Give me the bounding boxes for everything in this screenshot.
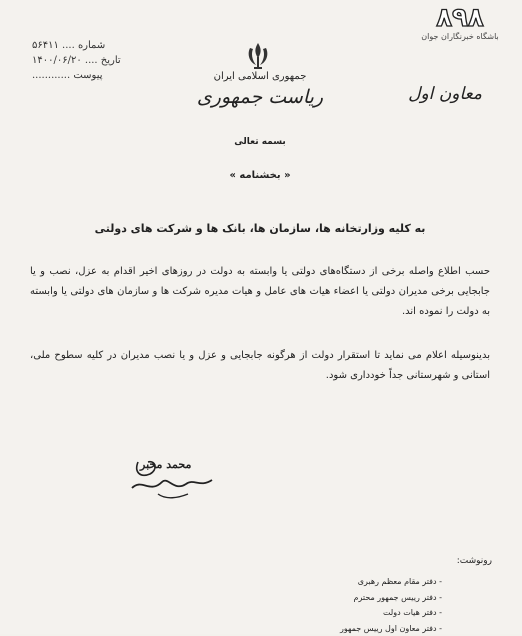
cc-item: - دفتر معاون اول رییس جمهور [282, 621, 442, 636]
handwritten-signature [128, 448, 218, 508]
iran-emblem-icon [242, 40, 274, 72]
reference-block [32, 38, 162, 83]
country-name: جمهوری اسلامی ایران [200, 71, 320, 82]
cc-item: - دفتر هیات دولت [282, 605, 442, 621]
signatory-name: محمد مخبر [140, 458, 191, 471]
reference-attachment: پیوست ............ [32, 68, 162, 83]
addressee-line: به کلیه وزارتخانه ها، سازمان ها، بانک ها و شرکت های دولتی [60, 222, 460, 235]
body-paragraph-1: حسب اطلاع واصله برخی از دستگاه‌های دولتی یا وابسته به دولت در روزهای اخیر اقدام به عزل، نصب و یا جابجایی برخی مدیران دولتی یا اعضاء هیات های عامل و هیات مدیره شرکت ها و سازمان های دولتی یا وابسته به دولت را نموده اند. [30, 262, 490, 322]
office-name: ریاست جمهوری [190, 86, 330, 108]
cc-list [282, 574, 442, 636]
cc-title: رونوشت: [457, 556, 492, 566]
watermark-digits: ٨٩٨ [404, 4, 516, 32]
reference-date: تاریخ .... ۱۴۰۰/۰۶/۲۰ [32, 53, 162, 68]
circular-label: « بخشنامه » [190, 170, 330, 181]
bismillah: بسمه تعالی [200, 137, 320, 147]
reference-number: شماره .... ۵۶۴۱۱ [32, 38, 162, 53]
watermark-caption: باشگاه خبرنگاران جوان [404, 32, 516, 42]
cc-item: - دفتر رییس جمهور محترم [282, 590, 442, 606]
watermark-logo [404, 4, 516, 42]
cc-item: - دفتر مقام معظم رهبری [282, 574, 442, 590]
body-paragraph-2: بدینوسیله اعلام می نماید تا استقرار دولت از هرگونه جابجایی و عزل و یا نصب مدیران در کلیه سطوح ملی، استانی و شهرستانی جداً خودداری شود. [30, 346, 490, 386]
sender-title: معاون اول [408, 84, 482, 104]
